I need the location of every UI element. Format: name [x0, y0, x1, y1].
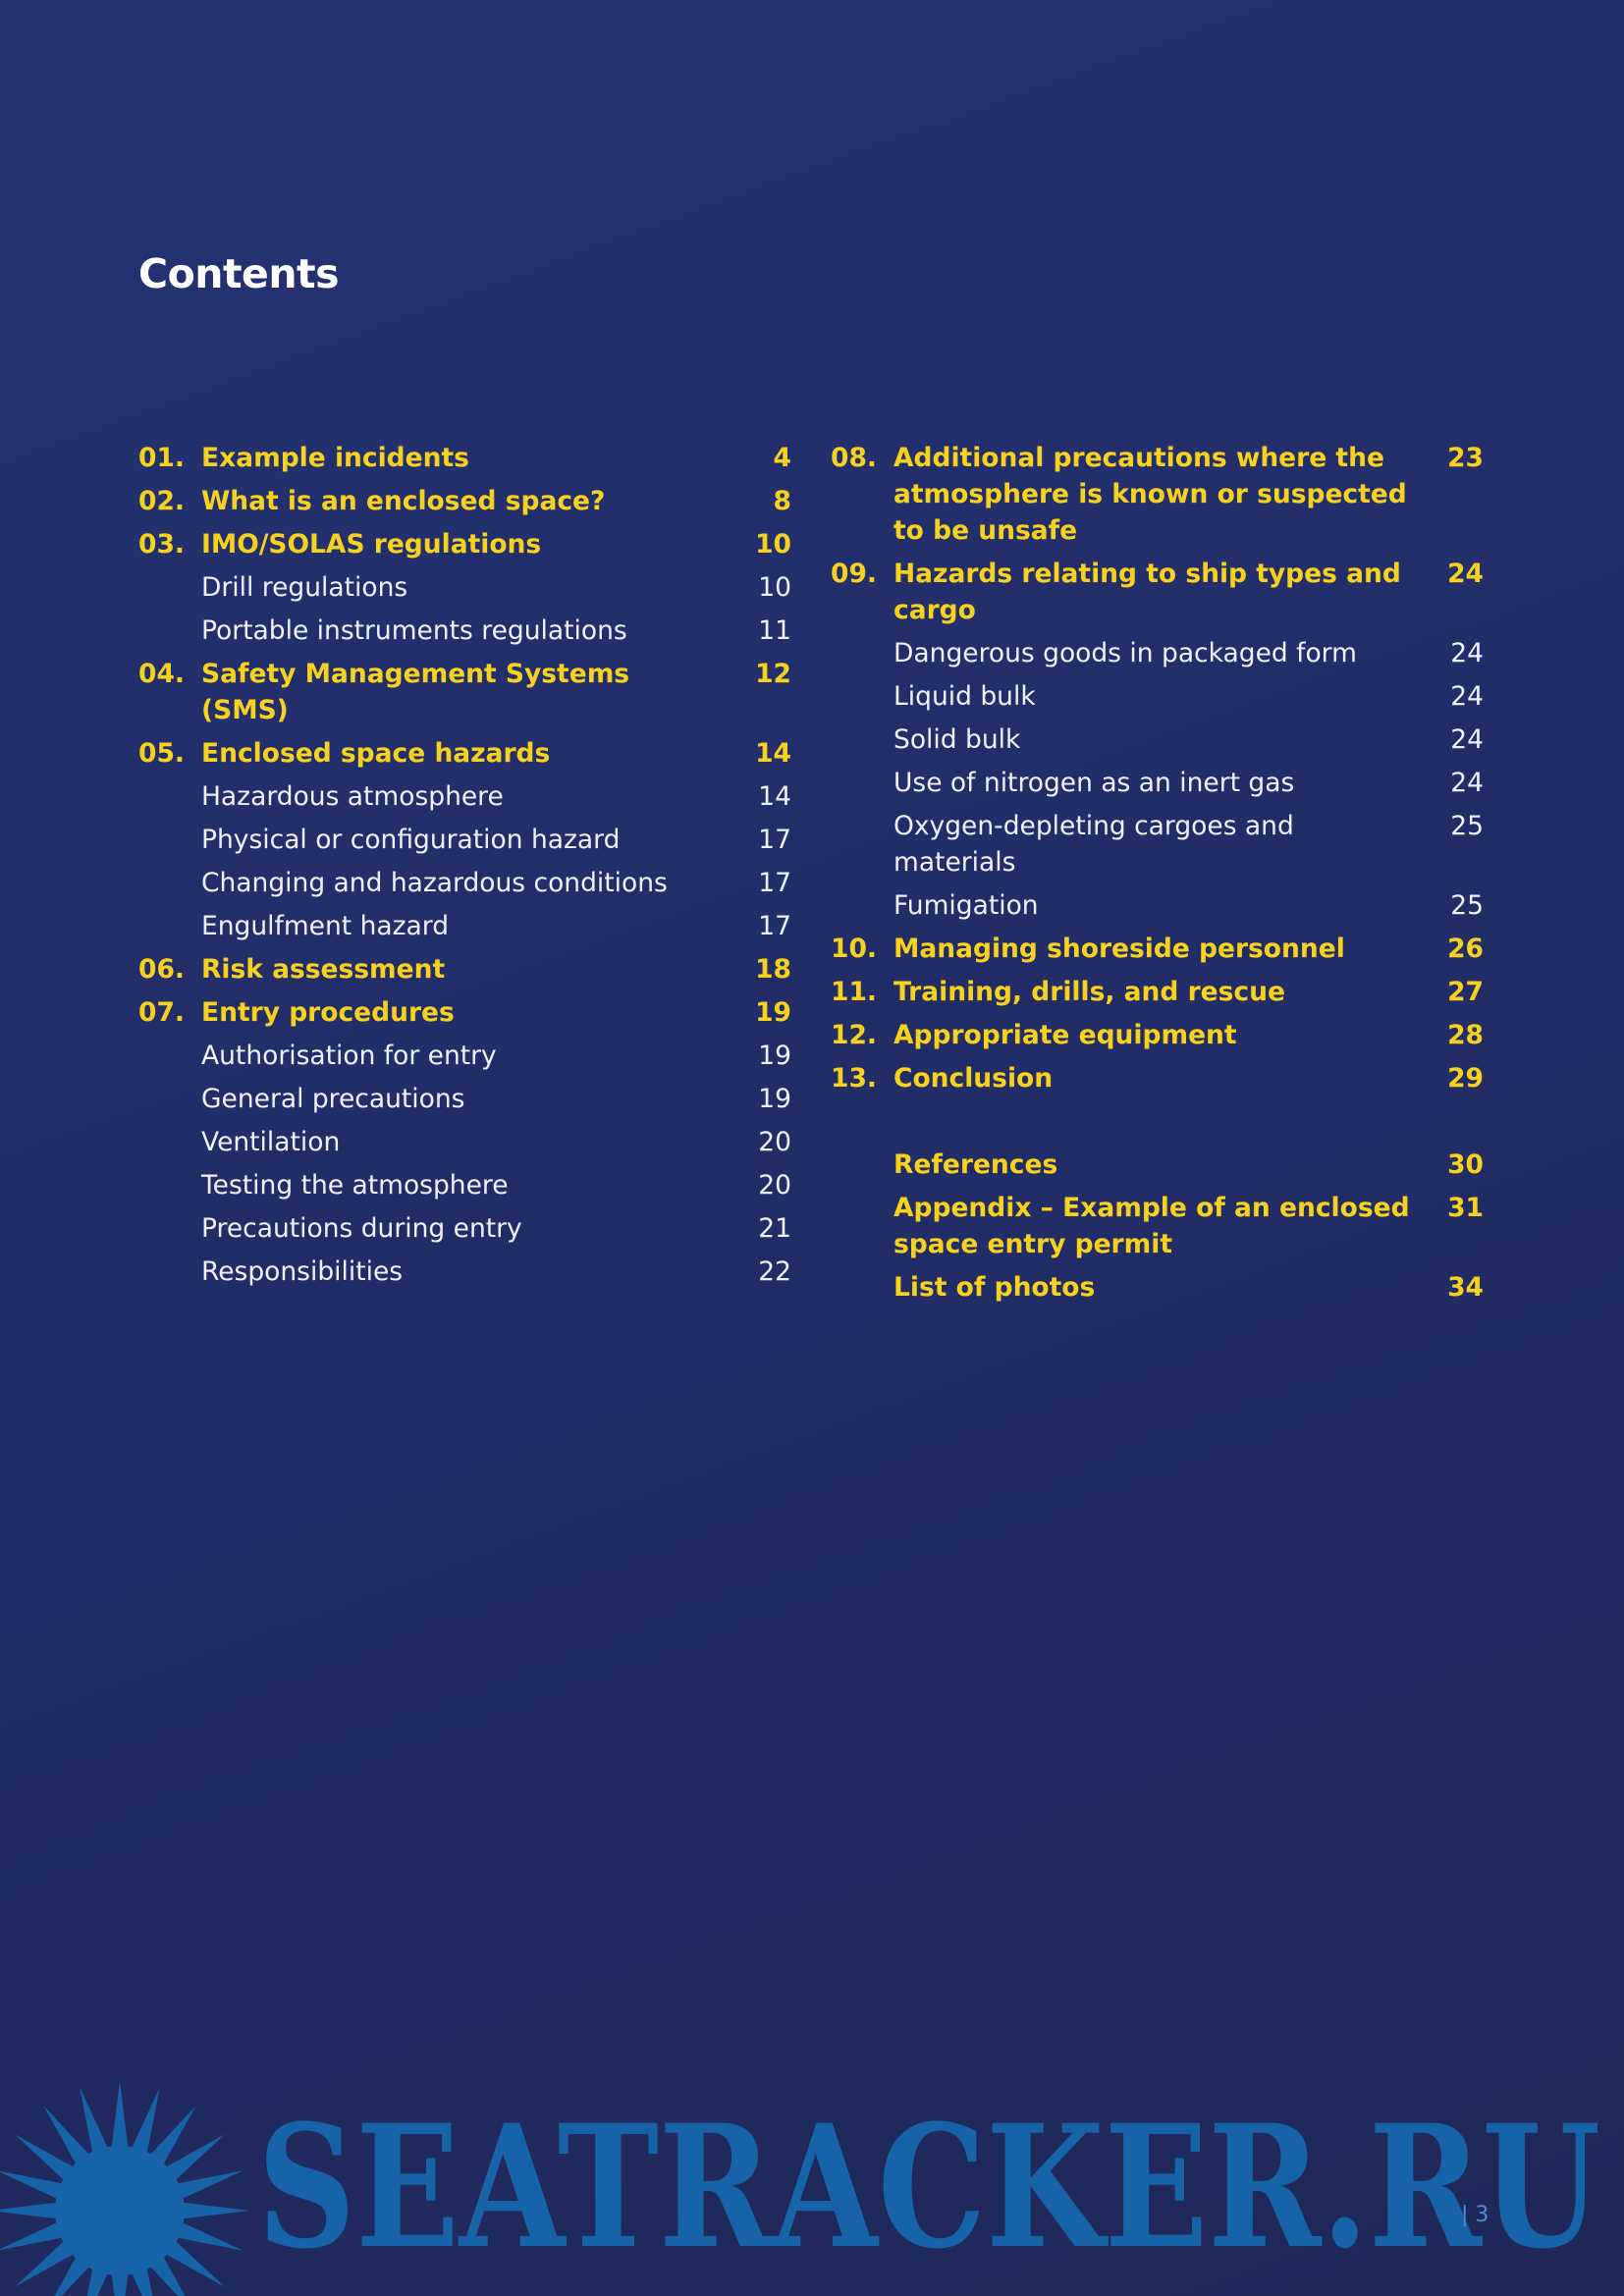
toc-entry-page: 26 [1447, 934, 1484, 964]
toc-entry-label: Appendix – Example of an enclosed space entry permit [893, 1193, 1410, 1259]
toc-entry-label: Engulfment hazard [201, 911, 450, 941]
toc-entry-number: 13. [831, 1063, 877, 1094]
toc-subentry[interactable] [138, 865, 791, 901]
toc-entry-page: 20 [758, 1170, 791, 1201]
toc-entry-number: 01. [138, 443, 185, 473]
toc-subentry[interactable] [138, 1167, 791, 1203]
toc-entry-label: Enclosed space hazards [201, 738, 551, 769]
toc-entry-label: Responsibilities [201, 1256, 404, 1287]
toc-entry-number: 12. [831, 1020, 877, 1050]
toc-entry-page: 28 [1447, 1020, 1484, 1050]
toc-entry-label: General precautions [201, 1084, 465, 1114]
toc-entry-label: Authorisation for entry [201, 1041, 497, 1071]
toc-entry-number: 03. [138, 529, 185, 560]
toc-entry-page: 31 [1447, 1193, 1484, 1223]
watermark-text: SEATRACKER.RU [257, 2087, 1600, 2286]
toc-entry-label: Solid bulk [893, 724, 1021, 755]
toc-entry-label: Conclusion [893, 1063, 1054, 1094]
toc-subentry[interactable] [138, 1038, 791, 1074]
toc-entry-label: Oxygen-depleting cargoes and materials [893, 811, 1294, 878]
toc-entry-label: Entry procedures [201, 997, 455, 1028]
toc-entry[interactable] [831, 974, 1484, 1010]
watermark [0, 2059, 1624, 2296]
toc-entry[interactable] [138, 735, 791, 772]
toc-subentry[interactable] [138, 569, 791, 606]
toc-entry-label: Dangerous goods in packaged form [893, 638, 1357, 668]
toc-entry[interactable] [138, 951, 791, 988]
toc-entry-page: 30 [1447, 1149, 1484, 1180]
toc-entry-label: What is an enclosed space? [201, 486, 606, 516]
toc-subentry[interactable] [831, 887, 1484, 924]
toc-entry-page: 19 [758, 1041, 791, 1071]
toc-entry-label: Example incidents [201, 443, 469, 473]
toc-right-column [831, 440, 1484, 1312]
toc-entry-number: 04. [138, 659, 185, 689]
toc-entry-page: 27 [1447, 977, 1484, 1007]
toc-entry-page: 4 [773, 443, 791, 473]
toc-entry-page: 22 [758, 1256, 791, 1287]
toc-entry-number: 05. [138, 738, 185, 769]
toc-entry-number: 06. [138, 954, 185, 985]
toc-entry-page: 14 [758, 781, 791, 812]
toc-entry[interactable] [831, 931, 1484, 967]
toc-subentry[interactable] [138, 778, 791, 815]
toc-subentry[interactable] [138, 908, 791, 944]
toc-entry-label: Fumigation [893, 890, 1039, 921]
toc-entry-label: Hazardous atmosphere [201, 781, 504, 812]
toc-subentry[interactable] [831, 721, 1484, 758]
page-number: | 3 [1461, 2203, 1489, 2227]
toc-entry-label: Drill regulations [201, 572, 408, 603]
sun-icon [0, 2081, 249, 2296]
toc-entry-number: 08. [831, 443, 877, 473]
toc-entry-label: Ventilation [201, 1127, 341, 1157]
toc-subentry[interactable] [138, 1254, 791, 1290]
toc-entry-page: 17 [758, 825, 791, 855]
toc-entry[interactable] [138, 994, 791, 1031]
toc-entry-label: Safety Management Systems (SMS) [201, 659, 630, 725]
toc-entry-label: Additional precautions where the atmosphere is known or suspected to be unsafe [893, 443, 1407, 546]
toc-entry-label: Appropriate equipment [893, 1020, 1237, 1050]
toc-entry[interactable] [831, 1147, 1484, 1183]
toc-entry[interactable] [831, 1269, 1484, 1306]
toc-entry-page: 17 [758, 911, 791, 941]
toc-entry-page: 23 [1447, 443, 1484, 473]
toc-entry[interactable] [138, 526, 791, 562]
toc-subentry[interactable] [831, 765, 1484, 801]
toc-entry-page: 10 [758, 572, 791, 603]
toc-entry[interactable] [831, 440, 1484, 549]
toc-entry-page: 24 [1450, 638, 1484, 668]
toc-entry-label: Use of nitrogen as an inert gas [893, 768, 1295, 798]
toc-entry[interactable] [831, 556, 1484, 628]
toc-entry-page: 18 [755, 954, 791, 985]
toc-entry-page: 25 [1450, 890, 1484, 921]
toc-entry-label: Training, drills, and rescue [893, 977, 1285, 1007]
toc-entry-label: Physical or configuration hazard [201, 825, 621, 855]
toc-entry-page: 14 [755, 738, 791, 769]
toc-entry[interactable] [138, 656, 791, 728]
toc-entry[interactable] [138, 483, 791, 519]
toc-subentry[interactable] [831, 635, 1484, 671]
toc-entry-label: References [893, 1149, 1058, 1180]
toc-entry[interactable] [831, 1060, 1484, 1096]
toc-entry-page: 19 [758, 1084, 791, 1114]
toc-subentry[interactable] [138, 822, 791, 858]
toc-left-column [138, 440, 791, 1297]
toc-entry-page: 24 [1450, 768, 1484, 798]
toc-entry-page: 12 [755, 659, 791, 689]
toc-entry-page: 17 [758, 868, 791, 898]
toc-entry-page: 19 [755, 997, 791, 1028]
toc-entry[interactable] [831, 1190, 1484, 1262]
toc-subentry[interactable] [138, 1081, 791, 1117]
toc-entry-label: Liquid bulk [893, 681, 1036, 712]
toc-entry-number: 11. [831, 977, 877, 1007]
page-title: Contents [138, 250, 340, 297]
toc-entry-page: 24 [1450, 681, 1484, 712]
toc-entry-page: 29 [1447, 1063, 1484, 1094]
toc-entry-page: 24 [1450, 724, 1484, 755]
toc-entry-number: 10. [831, 934, 877, 964]
toc-entry-label: Precautions during entry [201, 1213, 522, 1244]
toc-entry-page: 34 [1447, 1272, 1484, 1303]
toc-entry-label: Hazards relating to ship types and cargo [893, 559, 1401, 625]
toc-entry-number: 09. [831, 559, 877, 589]
toc-subentry[interactable] [831, 808, 1484, 881]
toc-entry-page: 21 [758, 1213, 791, 1244]
toc-subentry[interactable] [831, 678, 1484, 715]
toc-subentry[interactable] [138, 1124, 791, 1160]
toc-entry-label: List of photos [893, 1272, 1096, 1303]
toc-subentry[interactable] [138, 1210, 791, 1247]
toc-entry-label: Testing the atmosphere [201, 1170, 509, 1201]
toc-entry-page: 10 [755, 529, 791, 560]
toc-entry-number: 02. [138, 486, 185, 516]
toc-entry-label: Portable instruments regulations [201, 615, 627, 646]
toc-entry-label: Managing shoreside personnel [893, 934, 1345, 964]
toc-entry-number: 07. [138, 997, 185, 1028]
toc-entry-page: 24 [1447, 559, 1484, 589]
toc-entry-page: 8 [773, 486, 791, 516]
toc-subentry[interactable] [138, 613, 791, 649]
toc-entry[interactable] [831, 1017, 1484, 1053]
toc-entry-label: IMO/SOLAS regulations [201, 529, 542, 560]
toc-entry-page: 20 [758, 1127, 791, 1157]
toc-entry-label: Risk assessment [201, 954, 446, 985]
toc-entry-page: 25 [1450, 811, 1484, 841]
toc-entry[interactable] [138, 440, 791, 476]
toc-entry-label: Changing and hazardous conditions [201, 868, 668, 898]
toc-entry-page: 11 [758, 615, 791, 646]
